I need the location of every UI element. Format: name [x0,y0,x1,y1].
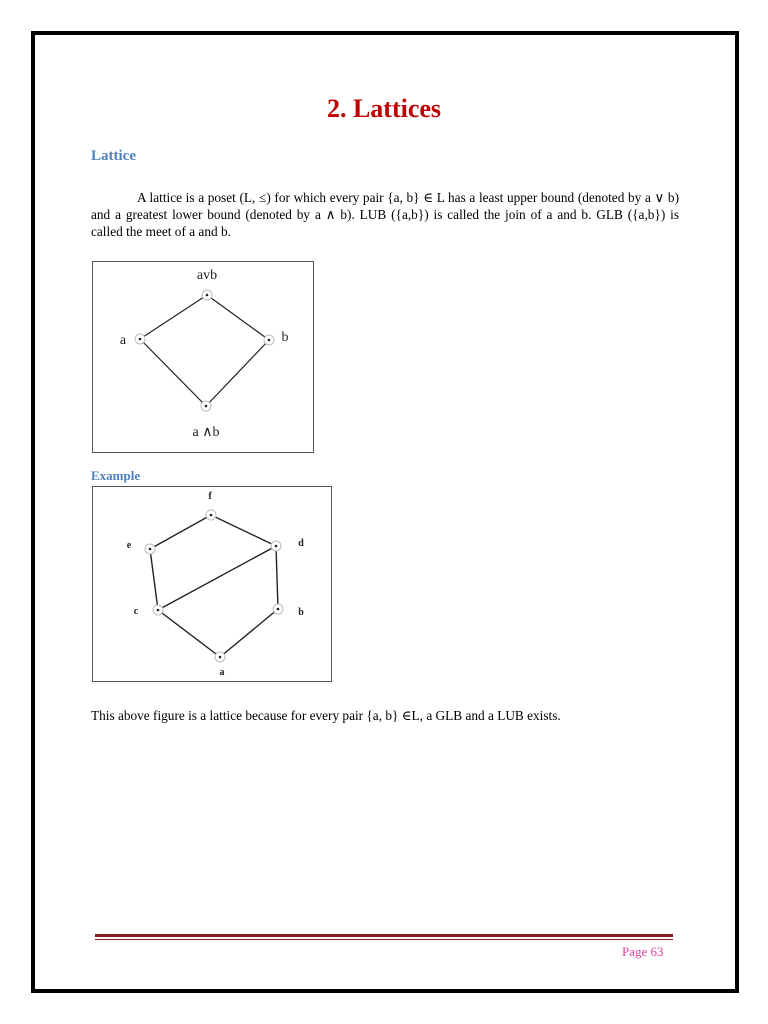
edge-f-d [211,515,276,546]
footer-rule-thick [95,934,673,937]
label-a: a [219,667,225,678]
example-lattice-diagram [92,486,332,682]
label-join: avb [196,268,218,283]
edge-b-a [220,609,278,657]
label-a: a [119,333,127,348]
edge-e-c [150,549,158,610]
lattice-definition-paragraph: A lattice is a poset (L, ≤) for which every pair {a, b} ∈ L has a least upper bound (denoted by a ∨ b) and a greatest lower bound (denoted by a ∧ b). LUB ({a,b}) is called the join of a and b. GLB ({a,b}) is called the meet of a and b. [91,190,679,239]
label-f: f [208,491,212,502]
page-number: Page 63 [622,944,664,959]
label-d: d [298,538,304,549]
edge-top-left [140,295,207,339]
footer-rule-thin [95,939,673,940]
lattice-diagram [92,261,314,453]
edge-c-a [158,610,220,657]
section-heading-lattice: Lattice [91,148,136,164]
label-c: c [133,606,139,617]
edge-d-c [158,546,276,610]
edge-top-right [207,295,269,340]
section-heading-example: Example [91,468,141,483]
example-explanation-paragraph: This above figure is a lattice because for every pair {a, b} ∈L, a GLB and a LUB exists. [91,708,561,723]
label-e: e [126,540,132,551]
label-b: b [281,330,289,345]
edge-left-bottom [140,339,206,406]
edge-right-bottom [206,340,269,406]
page-title: 2. Lattices [326,94,442,123]
label-b: b [298,607,304,618]
edge-d-b [276,546,278,609]
edge-f-e [150,515,211,549]
label-meet: a ∧b [192,425,220,440]
